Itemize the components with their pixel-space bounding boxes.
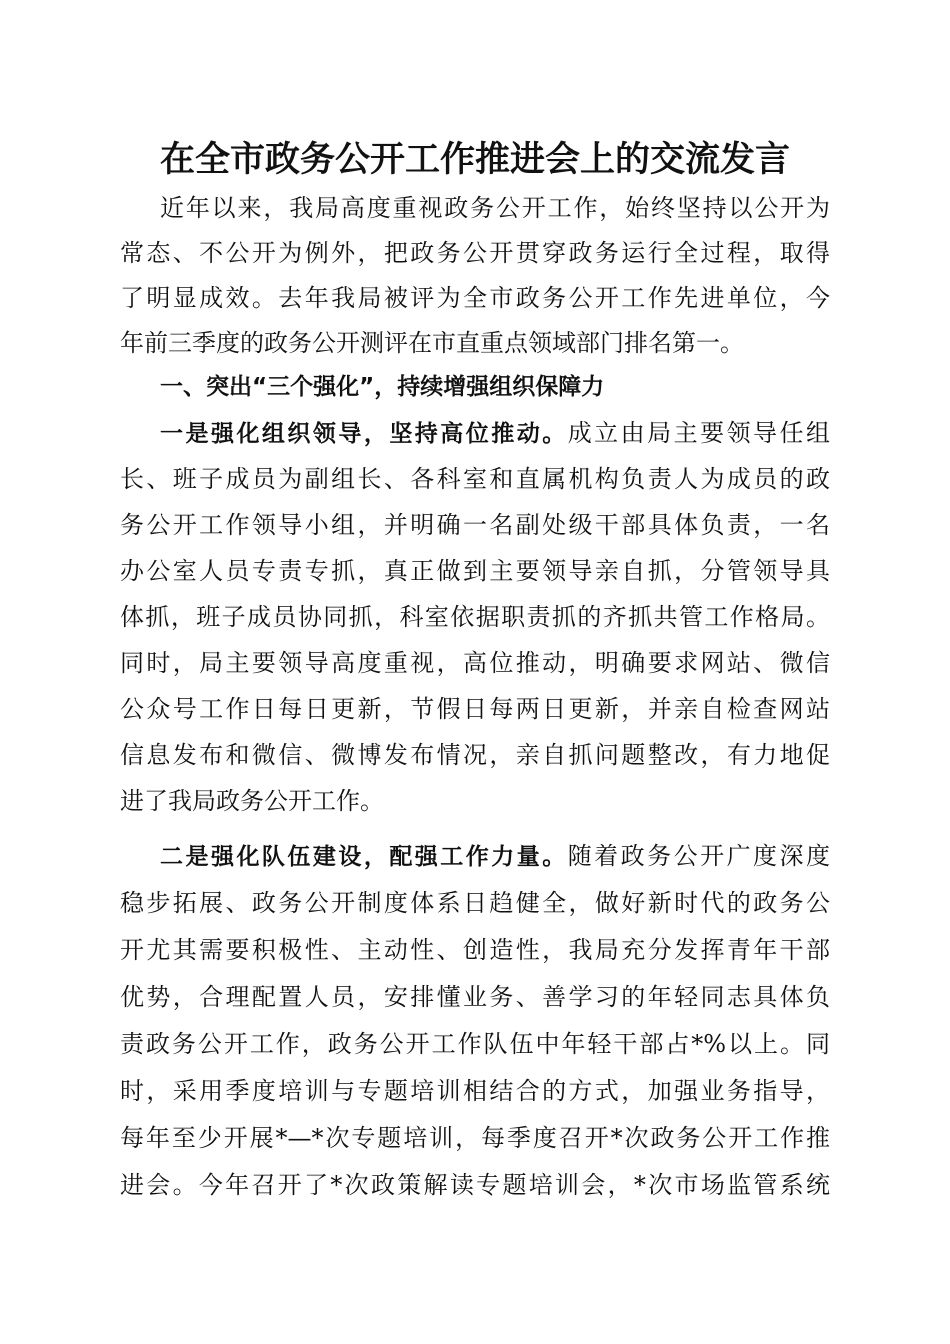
para2-line: 开尤其需要积极性、主动性、创造性，我局充分发挥青年干部 xyxy=(120,936,830,964)
para1-line: 办公室人员专责专抓，真正做到主要领导亲自抓，分管领导具 xyxy=(120,557,830,585)
para1-line: 信息发布和微信、微博发布情况，亲自抓问题整改，有力地促 xyxy=(120,741,830,769)
intro-line-1: 近年以来，我局高度重视政务公开工作，始终坚持以公开为 xyxy=(160,194,830,222)
para2-line: 责政务公开工作，政务公开工作队伍中年轻干部占*%以上。同 xyxy=(120,1030,830,1058)
para1-first-line-rest: 成立由局主要领导任组 xyxy=(567,419,831,447)
intro-line-4: 年前三季度的政务公开测评在市直重点领域部门排名第一。 xyxy=(120,329,744,357)
para1-line: 进了我局政务公开工作。 xyxy=(120,787,384,815)
para2-first-line-rest: 随着政务公开广度深度 xyxy=(567,842,831,870)
para2-line: 每年至少开展*—*次专题培训，每季度召开*次政务公开工作推 xyxy=(120,1124,830,1152)
para1-line: 长、班子成员为副组长、各科室和直属机构负责人为成员的政 xyxy=(120,465,830,493)
para2-line: 时，采用季度培训与专题培训相结合的方式，加强业务指导， xyxy=(120,1077,830,1105)
intro-line-2: 常态、不公开为例外，把政务公开贯穿政务运行全过程，取得 xyxy=(120,239,830,267)
para1-line: 体抓，班子成员协同抓，科室依据职责抓的齐抓共管工作格局。 xyxy=(120,603,830,631)
section-heading-1: 一、突出“三个强化”，持续增强组织保障力 xyxy=(160,374,605,400)
para2-line: 稳步拓展、政务公开制度体系日趋健全，做好新时代的政务公 xyxy=(120,889,830,917)
para2-line: 优势，合理配置人员，安排懂业务、善学习的年轻同志具体负 xyxy=(120,983,830,1011)
para2-line: 进会。今年召开了*次政策解读专题培训会，*次市场监管系统 xyxy=(120,1171,830,1199)
para1-line: 同时，局主要领导高度重视，高位推动，明确要求网站、微信 xyxy=(120,649,830,677)
para2-lead: 二是强化队伍建设，配强工作力量。 xyxy=(160,844,568,870)
para2-first-line xyxy=(160,836,830,877)
document-title: 在全市政务公开工作推进会上的交流发言 xyxy=(159,139,790,180)
para1-first-line xyxy=(160,413,830,454)
para1-line: 务公开工作领导小组，并明确一名副处级干部具体负责，一名 xyxy=(120,511,830,539)
para1-lead: 一是强化组织领导，坚持高位推动。 xyxy=(160,421,568,447)
para1-line: 公众号工作日每日更新，节假日每两日更新，并亲自检查网站 xyxy=(120,695,830,723)
intro-line-3: 了明显成效。去年我局被评为全市政务公开工作先进单位，今 xyxy=(120,284,830,312)
